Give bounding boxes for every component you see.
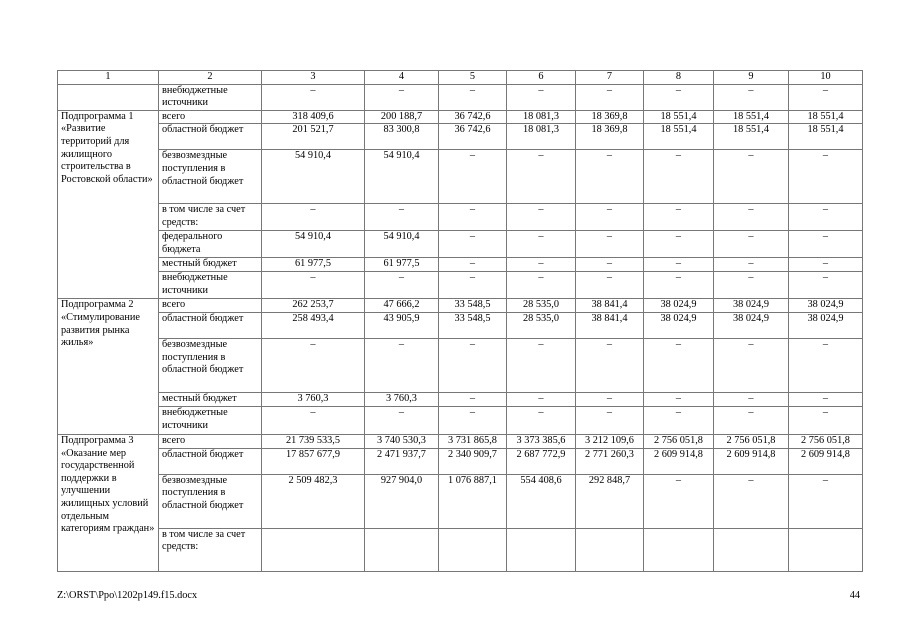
value-cell: – (789, 258, 863, 272)
value-cell: – (576, 272, 644, 299)
table-row (58, 392, 863, 406)
value-cell: – (439, 258, 507, 272)
table-row (58, 474, 863, 528)
value-cell: – (365, 84, 439, 110)
value-cell: 28 535,0 (507, 299, 576, 313)
value-cell: 28 535,0 (507, 312, 576, 338)
table-row (58, 124, 863, 150)
value-cell: – (644, 272, 714, 299)
value-cell: 3 740 530,3 (365, 434, 439, 448)
value-cell: – (714, 406, 789, 434)
value-cell (644, 528, 714, 571)
value-cell: 200 188,7 (365, 110, 439, 124)
value-cell: – (576, 338, 644, 392)
funding-source-label: безвозмездные поступления в областной бюджет (159, 150, 262, 204)
value-cell (576, 528, 644, 571)
value-cell: – (439, 231, 507, 258)
value-cell: 258 493,4 (262, 312, 365, 338)
funding-source-label: областной бюджет (159, 124, 262, 150)
value-cell: – (439, 392, 507, 406)
value-cell: – (789, 474, 863, 528)
table-body (58, 71, 863, 572)
header-cell-3: 3 (262, 71, 365, 85)
table-row (58, 150, 863, 204)
value-cell: 54 910,4 (365, 150, 439, 204)
value-cell: – (576, 150, 644, 204)
value-cell: – (576, 392, 644, 406)
value-cell: 43 905,9 (365, 312, 439, 338)
value-cell: 1 076 887,1 (439, 474, 507, 528)
value-cell (507, 528, 576, 571)
header-row (58, 71, 863, 85)
value-cell: – (644, 150, 714, 204)
value-cell: 18 081,3 (507, 110, 576, 124)
value-cell: 2 471 937,7 (365, 448, 439, 474)
value-cell: – (507, 204, 576, 231)
funding-source-label: всего (159, 299, 262, 313)
funding-source-label: в том числе за счет средств: (159, 528, 262, 571)
value-cell: – (644, 474, 714, 528)
funding-source-label: местный бюджет (159, 258, 262, 272)
value-cell: 18 369,8 (576, 124, 644, 150)
value-cell: 18 369,8 (576, 110, 644, 124)
value-cell: – (507, 392, 576, 406)
value-cell: – (789, 392, 863, 406)
value-cell: 2 756 051,8 (714, 434, 789, 448)
header-cell-9: 9 (714, 71, 789, 85)
value-cell: 61 977,5 (365, 258, 439, 272)
value-cell: – (439, 150, 507, 204)
value-cell: 36 742,6 (439, 124, 507, 150)
value-cell: 18 551,4 (789, 124, 863, 150)
subprogram-name: Подпрограмма 2 «Стимулирование развития рынка жилья» (58, 299, 159, 435)
value-cell: – (365, 406, 439, 434)
value-cell: 3 731 865,8 (439, 434, 507, 448)
funding-source-label: безвозмездные поступления в областной бюджет (159, 474, 262, 528)
value-cell: – (714, 272, 789, 299)
value-cell: 262 253,7 (262, 299, 365, 313)
value-cell: 554 408,6 (507, 474, 576, 528)
value-cell: 2 609 914,8 (789, 448, 863, 474)
table-row (58, 84, 863, 110)
value-cell: – (262, 338, 365, 392)
value-cell (365, 528, 439, 571)
table-row (58, 110, 863, 124)
value-cell: 38 024,9 (789, 312, 863, 338)
value-cell: – (644, 392, 714, 406)
value-cell: – (644, 84, 714, 110)
value-cell: 47 666,2 (365, 299, 439, 313)
footer-page-number: 44 (849, 590, 860, 601)
value-cell (789, 528, 863, 571)
value-cell: – (714, 338, 789, 392)
subprogram-name (58, 84, 159, 110)
funding-source-label: областной бюджет (159, 448, 262, 474)
value-cell: – (507, 338, 576, 392)
value-cell: – (789, 204, 863, 231)
footer-file-path: Z:\ORST\Ppo\1202p149.f15.docx (57, 590, 198, 601)
table-row (58, 299, 863, 313)
value-cell: – (439, 272, 507, 299)
value-cell: – (507, 406, 576, 434)
budget-table (57, 70, 863, 572)
value-cell: 54 910,4 (262, 150, 365, 204)
value-cell: – (644, 338, 714, 392)
funding-source-label: безвозмездные поступления в областной бюджет (159, 338, 262, 392)
value-cell: 54 910,4 (365, 231, 439, 258)
table-row (58, 338, 863, 392)
value-cell: 18 551,4 (714, 110, 789, 124)
value-cell: – (576, 231, 644, 258)
value-cell: 2 609 914,8 (644, 448, 714, 474)
table-row (58, 272, 863, 299)
table-row (58, 231, 863, 258)
value-cell (714, 528, 789, 571)
value-cell: – (576, 204, 644, 231)
value-cell: 3 760,3 (262, 392, 365, 406)
value-cell: – (262, 406, 365, 434)
funding-source-label: внебюджетные источники (159, 84, 262, 110)
value-cell: 927 904,0 (365, 474, 439, 528)
value-cell: – (789, 338, 863, 392)
value-cell: 21 739 533,5 (262, 434, 365, 448)
value-cell: – (439, 338, 507, 392)
value-cell: 38 024,9 (644, 312, 714, 338)
header-cell-5: 5 (439, 71, 507, 85)
table-row (58, 204, 863, 231)
value-cell: 292 848,7 (576, 474, 644, 528)
value-cell: 18 551,4 (644, 124, 714, 150)
value-cell: – (576, 84, 644, 110)
header-cell-2: 2 (159, 71, 262, 85)
value-cell: – (262, 84, 365, 110)
value-cell: 83 300,8 (365, 124, 439, 150)
value-cell: 38 841,4 (576, 312, 644, 338)
value-cell: – (714, 231, 789, 258)
funding-source-label: всего (159, 434, 262, 448)
value-cell: 318 409,6 (262, 110, 365, 124)
value-cell (439, 528, 507, 571)
value-cell: – (644, 258, 714, 272)
value-cell: – (714, 204, 789, 231)
value-cell: 2 687 772,9 (507, 448, 576, 474)
value-cell: – (714, 258, 789, 272)
value-cell: 2 771 260,3 (576, 448, 644, 474)
value-cell (262, 528, 365, 571)
value-cell: 18 081,3 (507, 124, 576, 150)
value-cell: 2 609 914,8 (714, 448, 789, 474)
funding-source-label: областной бюджет (159, 312, 262, 338)
value-cell: 36 742,6 (439, 110, 507, 124)
table-row (58, 528, 863, 571)
table-row (58, 258, 863, 272)
value-cell: – (507, 258, 576, 272)
value-cell: 38 024,9 (714, 312, 789, 338)
header-cell-7: 7 (576, 71, 644, 85)
funding-source-label: в том числе за счет средств: (159, 204, 262, 231)
value-cell: – (789, 150, 863, 204)
value-cell: – (789, 231, 863, 258)
funding-source-label: внебюджетные источники (159, 272, 262, 299)
funding-source-label: внебюджетные источники (159, 406, 262, 434)
value-cell: – (262, 272, 365, 299)
value-cell: – (507, 84, 576, 110)
value-cell: 2 340 909,7 (439, 448, 507, 474)
value-cell: – (714, 392, 789, 406)
header-cell-10: 10 (789, 71, 863, 85)
value-cell: 61 977,5 (262, 258, 365, 272)
funding-source-label: всего (159, 110, 262, 124)
value-cell: – (262, 204, 365, 231)
header-cell-8: 8 (644, 71, 714, 85)
funding-source-label: местный бюджет (159, 392, 262, 406)
value-cell: 18 551,4 (714, 124, 789, 150)
header-cell-4: 4 (365, 71, 439, 85)
value-cell: 18 551,4 (789, 110, 863, 124)
value-cell: – (789, 272, 863, 299)
value-cell: – (789, 406, 863, 434)
value-cell: – (714, 474, 789, 528)
value-cell: 38 024,9 (714, 299, 789, 313)
value-cell: – (644, 231, 714, 258)
value-cell: – (365, 204, 439, 231)
value-cell: 3 760,3 (365, 392, 439, 406)
value-cell: 38 024,9 (789, 299, 863, 313)
value-cell: – (365, 272, 439, 299)
table-row (58, 448, 863, 474)
value-cell: 2 756 051,8 (644, 434, 714, 448)
value-cell: – (644, 406, 714, 434)
value-cell: 2 509 482,3 (262, 474, 365, 528)
value-cell: 201 521,7 (262, 124, 365, 150)
value-cell: 33 548,5 (439, 312, 507, 338)
value-cell: – (365, 338, 439, 392)
value-cell: 3 212 109,6 (576, 434, 644, 448)
value-cell: 2 756 051,8 (789, 434, 863, 448)
value-cell: – (507, 150, 576, 204)
value-cell: 17 857 677,9 (262, 448, 365, 474)
subprogram-name: Подпрограмма 3 «Оказание мер государственной поддержки в улучшении жилищных условий отдельным категориям граждан» (58, 434, 159, 571)
value-cell: 3 373 385,6 (507, 434, 576, 448)
value-cell: – (439, 406, 507, 434)
value-cell: – (507, 231, 576, 258)
value-cell: 38 024,9 (644, 299, 714, 313)
table-row (58, 312, 863, 338)
header-cell-6: 6 (507, 71, 576, 85)
value-cell: – (644, 204, 714, 231)
value-cell: – (439, 204, 507, 231)
value-cell: 54 910,4 (262, 231, 365, 258)
value-cell: – (576, 406, 644, 434)
value-cell: 33 548,5 (439, 299, 507, 313)
value-cell: – (714, 150, 789, 204)
value-cell: 18 551,4 (644, 110, 714, 124)
value-cell: – (439, 84, 507, 110)
value-cell: 38 841,4 (576, 299, 644, 313)
value-cell: – (507, 272, 576, 299)
table-row (58, 406, 863, 434)
funding-source-label: федерального бюджета (159, 231, 262, 258)
value-cell: – (789, 84, 863, 110)
table-row (58, 434, 863, 448)
value-cell: – (714, 84, 789, 110)
subprogram-name: Подпрограмма 1 «Развитие территорий для жилищного строительства в Ростовской области» (58, 110, 159, 299)
header-cell-1: 1 (58, 71, 159, 85)
value-cell: – (576, 258, 644, 272)
